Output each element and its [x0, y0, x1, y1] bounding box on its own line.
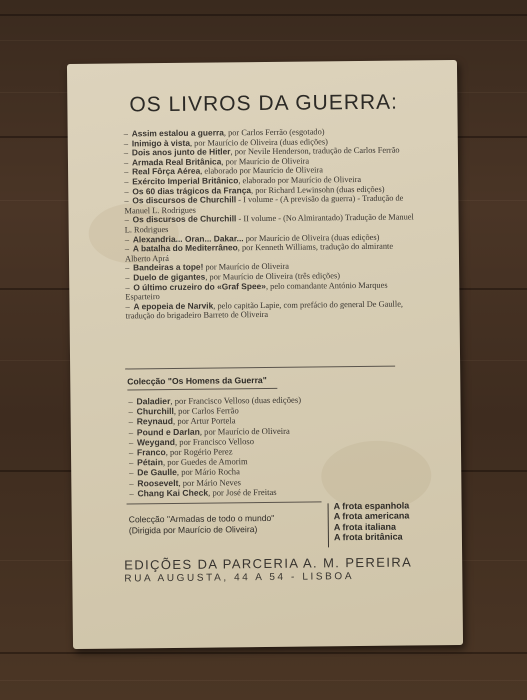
book-entry-author: , elaborado por Maurício de Oliveira — [200, 165, 324, 177]
dash-bullet: – — [128, 416, 134, 427]
book-entry-author: , pelo capitão Lapie, com prefácio do general De Gaulle, tradução do brigadeiro Barreto de Oliveira — [125, 299, 404, 321]
armadas-list — [334, 500, 410, 542]
book-entry-author: , por Maurício de Oliveira (duas edições) — [189, 136, 328, 148]
book-entry-author: , elaborado por Maurício de Oliveira — [238, 174, 362, 186]
dash-bullet: – — [125, 263, 130, 273]
book-entry-title: A batalha do Mediterrâneo — [132, 242, 238, 254]
page-title: OS LIVROS DA GUERRA: — [129, 90, 399, 117]
armadas-heading: Colecção "Armadas de todo o mundo" — [128, 512, 275, 525]
heading-underline — [127, 388, 277, 391]
book-entry-title: Assim estalou a guerra — [131, 127, 224, 139]
book-entry-author: , por Carlos Ferrão (esgotado) — [223, 127, 325, 138]
dash-bullet: – — [129, 478, 134, 489]
dash-bullet: – — [128, 426, 134, 438]
dash-bullet: – — [125, 282, 130, 292]
publisher-address: RUA AUGUSTA, 44 A 54 - LISBOA — [124, 571, 355, 585]
dash-bullet: – — [123, 158, 129, 168]
book-entry-title: Exército Imperial Britânico — [132, 175, 239, 187]
book-entry-author: - II volume - (No Almirantado) Tradução de Manuel L. Rodrigues — [124, 212, 414, 235]
dash-bullet: – — [123, 129, 128, 139]
homens-entry-author: , por Rogério Perez — [165, 446, 233, 458]
book-entry-author: , por Maurício de Oliveira (três edições) — [205, 271, 341, 282]
book-entry-title: O último cruzeiro do «Graf Spee» — [133, 280, 266, 292]
book-entry-title: Inimigo à vista — [131, 137, 191, 148]
homens-entry-title: Weygand — [136, 436, 176, 448]
book-back-cover — [67, 60, 463, 649]
homens-entry-title: Churchill — [136, 406, 174, 417]
armadas-entry: A frota britânica — [333, 531, 403, 543]
dash-bullet: – — [123, 148, 129, 158]
wood-grain — [0, 680, 527, 681]
homens-entry-author: , por Carlos Ferrão — [173, 405, 239, 417]
book-entry-title: Armada Real Britânica — [131, 156, 222, 168]
book-entry-author: , por Nevile Henderson, tradução de Carlos Ferrão — [230, 145, 400, 157]
armadas-entry: A frota italiana — [333, 521, 397, 533]
book-entry-title: Os discursos de Churchill — [132, 194, 237, 206]
homens-entry-title: Roosevelt — [137, 477, 179, 488]
homens-entry-title: De Gaulle — [137, 467, 177, 478]
book-entry-title: Dois anos junto de Hitler — [131, 146, 231, 158]
book-entry-author: por Maurício de Oliveira — [203, 262, 290, 272]
dash-bullet: – — [128, 437, 134, 448]
book-entry-author: , por Richard Lewinsohn (duas edições) — [250, 184, 385, 195]
book-entry-author: , pelo comandante António Marques Esparteiro — [125, 280, 388, 302]
book-entry-title: Alexandria... Oran... Dakar... — [132, 232, 244, 244]
dash-bullet: – — [124, 215, 129, 225]
homens-entry-author: , por José de Freitas — [208, 486, 277, 498]
dash-bullet: – — [124, 186, 129, 197]
book-entry-title: Real Fôrça Aérea — [132, 166, 201, 177]
dash-bullet: – — [128, 406, 133, 417]
homens-list — [128, 394, 399, 499]
dash-bullet: – — [124, 244, 130, 254]
book-entry-title: Os discursos de Churchill — [132, 213, 237, 225]
armadas-subheading: (Dirigida por Maurício de Oliveira) — [128, 524, 258, 536]
dash-bullet: – — [124, 196, 129, 206]
book-entry-title: A epopeia de Narvik — [133, 300, 214, 312]
homens-entry-author: , por Mário Neves — [178, 476, 241, 488]
homens-entry-title: Franco — [136, 447, 166, 458]
books-list — [124, 126, 416, 321]
dash-bullet: – — [129, 467, 134, 478]
dash-bullet: – — [125, 273, 130, 283]
dash-bullet: – — [124, 177, 129, 187]
armadas-block — [129, 513, 275, 537]
homens-entry-title: Chang Kai Check — [137, 487, 209, 499]
homens-entry-author: , por Maurício de Oliveira — [199, 425, 290, 437]
dash-bullet: – — [124, 167, 129, 177]
book-entry-title: Bandeiras a tope! — [133, 261, 204, 273]
divider — [125, 366, 395, 370]
publisher: EDIÇÕES DA PARCERIA A. M. PEREIRA — [124, 554, 413, 573]
homens-entry-author: , por Guedes de Amorim — [162, 456, 248, 468]
homens-entry-author: , por Mário Rocha — [176, 466, 240, 478]
wood-seam — [0, 14, 527, 16]
book-entry-author: , por Kenneth Williams, tradução do almirante Alberto Aprá — [124, 241, 394, 264]
homens-entry-author: , por Artur Portela — [172, 415, 236, 427]
armadas-entry: A frota espanhola — [333, 500, 410, 512]
divider — [127, 501, 322, 504]
dash-bullet: – — [129, 488, 134, 499]
homens-entry-author: , por Francisco Velloso (duas edições) — [170, 394, 302, 406]
dash-bullet: – — [128, 396, 133, 407]
book-entry-author: , por Maurício de Oliveira — [221, 156, 310, 167]
dash-bullet: – — [128, 447, 134, 458]
homens-entry-author: , por Francisco Velloso — [174, 435, 255, 447]
dash-bullet: – — [124, 234, 130, 244]
book-entry — [125, 299, 415, 321]
homens-entry-title: Daladier — [136, 395, 171, 407]
book-entry-title: Os 60 dias trágicos da França — [132, 184, 252, 196]
homens-entry-title: Pétain — [137, 457, 163, 468]
bracket-bar — [328, 503, 329, 547]
homens-entry-title: Pound e Darlan — [136, 426, 200, 437]
book-entry-author: - I volume - (A previsão da guerra) - Tradução de Manuel L. Rodrigues — [124, 193, 404, 216]
armadas-entry: A frota americana — [333, 510, 410, 522]
book-entry-author: por Maurício de Oliveira (duas edições) — [243, 232, 380, 243]
dash-bullet: – — [123, 139, 129, 149]
wood-seam — [0, 652, 527, 654]
wood-grain — [0, 40, 527, 41]
homens-entry-title: Reynaud — [136, 416, 174, 427]
homens-heading: Colecção "Os Homens da Guerra" — [127, 374, 267, 387]
book-entry-title: Duelo de gigantes — [133, 271, 206, 283]
dash-bullet: – — [125, 302, 130, 312]
dash-bullet: – — [129, 457, 134, 468]
